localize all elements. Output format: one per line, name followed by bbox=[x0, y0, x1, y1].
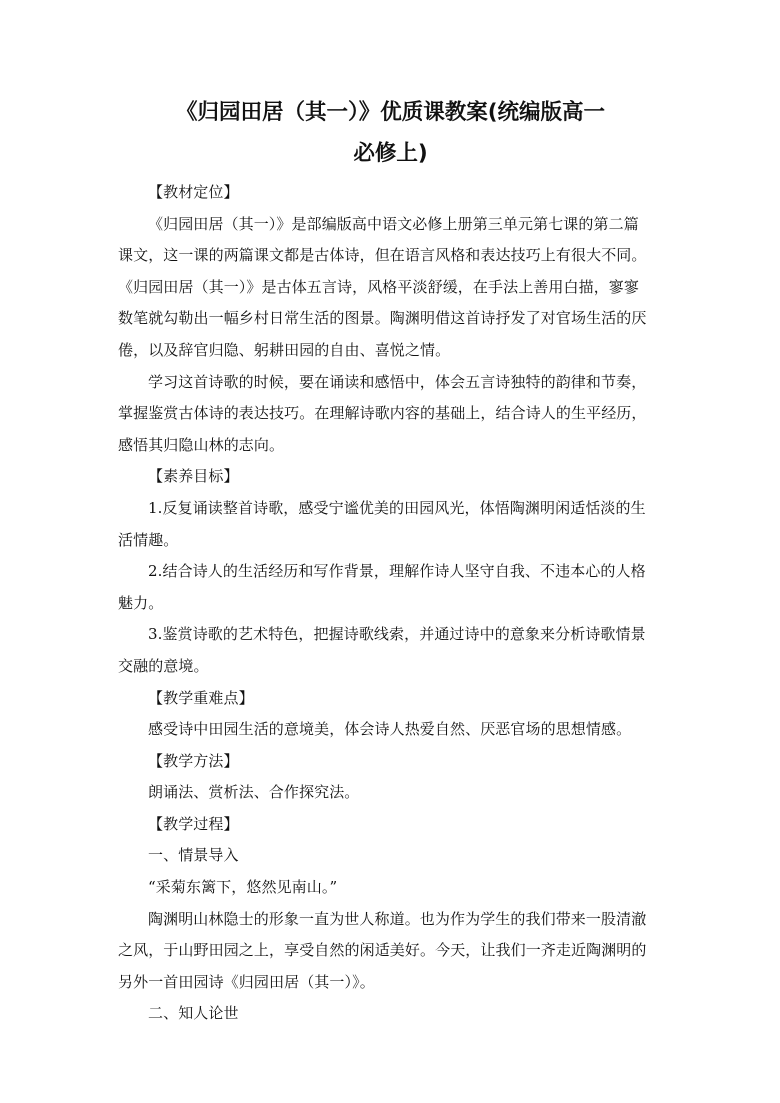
paragraph bbox=[118, 493, 663, 556]
paragraph bbox=[118, 872, 663, 904]
paragraph bbox=[118, 177, 663, 209]
paragraph bbox=[118, 840, 663, 872]
paragraph-line: 【素养目标】 bbox=[148, 467, 239, 486]
paragraph-line: 学习这首诗歌的时候，要在诵读和感悟中，体会五言诗独特的韵律和节奏， bbox=[148, 372, 647, 391]
title-line-1: 《归园田居（其一）》优质课教案(统编版高一 bbox=[175, 100, 606, 125]
paragraph bbox=[118, 367, 663, 462]
paragraph-line: 数笔就勾勒出一幅乡村日常生活的图景。陶渊明借这首诗抒发了对官场生活的厌 bbox=[118, 309, 647, 328]
paragraph-line: 朗诵法、赏析法、合作探究法。 bbox=[148, 783, 360, 802]
paragraph bbox=[118, 904, 663, 999]
paragraph bbox=[118, 714, 663, 746]
paragraph-line: 交融的意境。 bbox=[118, 656, 209, 675]
paragraph-line: 《归园田居（其一）》是部编版高中语文必修上册第三单元第七课的第二篇 bbox=[148, 214, 639, 233]
paragraph-line: 二、知人论世 bbox=[148, 1004, 239, 1023]
paragraph-line: 课文，这一课的两篇课文都是古体诗，但在语言风格和表达技巧上有很大不同。 bbox=[118, 246, 647, 265]
paragraph bbox=[118, 619, 663, 682]
paragraph bbox=[118, 209, 663, 367]
paragraph-line: 另外一首田园诗《归园田居（其一）》。 bbox=[118, 972, 375, 991]
paragraph-line: 【教学过程】 bbox=[148, 814, 239, 833]
paragraph bbox=[118, 683, 663, 715]
paragraph bbox=[118, 809, 663, 841]
paragraph-line: 【教材定位】 bbox=[148, 183, 239, 201]
paragraph-line: 倦，以及辞官归隐、躬耕田园的自由、喜悦之情。 bbox=[118, 340, 451, 359]
paragraph-line: 感悟其归隐山林的志向。 bbox=[118, 435, 285, 454]
paragraph-line: 掌握鉴赏古体诗的表达技巧。在理解诗歌内容的基础上，结合诗人的生平经历， bbox=[118, 404, 647, 423]
paragraph-line: 魅力。 bbox=[118, 593, 164, 612]
paragraph-line: 一、情景导入 bbox=[148, 846, 239, 865]
paragraph bbox=[118, 556, 663, 619]
paragraph-line: 3.鉴赏诗歌的艺术特色，把握诗歌线索，并通过诗中的意象来分析诗歌情景 bbox=[148, 625, 646, 644]
paragraph bbox=[118, 777, 663, 809]
paragraph-line: 之风，于山野田园之上，享受自然的闲适美好。今天，让我们一齐走近陶渊明的 bbox=[118, 941, 647, 960]
paragraph-line: 1.反复诵读整首诗歌，感受宁谧优美的田园风光，体悟陶渊明闲适恬淡的生 bbox=[148, 498, 646, 517]
paragraph-line: “采菊东篱下，悠然见南山。” bbox=[148, 878, 338, 897]
paragraph-line: 活情趣。 bbox=[118, 530, 179, 549]
paragraph-line: 《归园田居（其一）》是古体五言诗，风格平淡舒缓，在手法上善用白描，寥寥 bbox=[118, 277, 640, 296]
paragraph-line: 陶渊明山林隐士的形象一直为世人称道。也为作为学生的我们带来一股清澈 bbox=[148, 909, 647, 928]
document-title bbox=[118, 92, 663, 174]
title-line-2: 必修上) bbox=[353, 141, 428, 166]
paragraph bbox=[118, 461, 663, 493]
paragraph bbox=[118, 998, 663, 1030]
paragraph-line: 【教学方法】 bbox=[148, 751, 239, 770]
paragraph-line: 感受诗中田园生活的意境美，体会诗人热爱自然、厌恶官场的思想情感。 bbox=[148, 720, 632, 739]
paragraph-line: 2.结合诗人的生活经历和写作背景，理解作诗人坚守自我、不违本心的人格 bbox=[148, 562, 646, 581]
document-body bbox=[118, 177, 663, 1030]
paragraph bbox=[118, 746, 663, 778]
paragraph-line: 【教学重难点】 bbox=[148, 688, 254, 707]
